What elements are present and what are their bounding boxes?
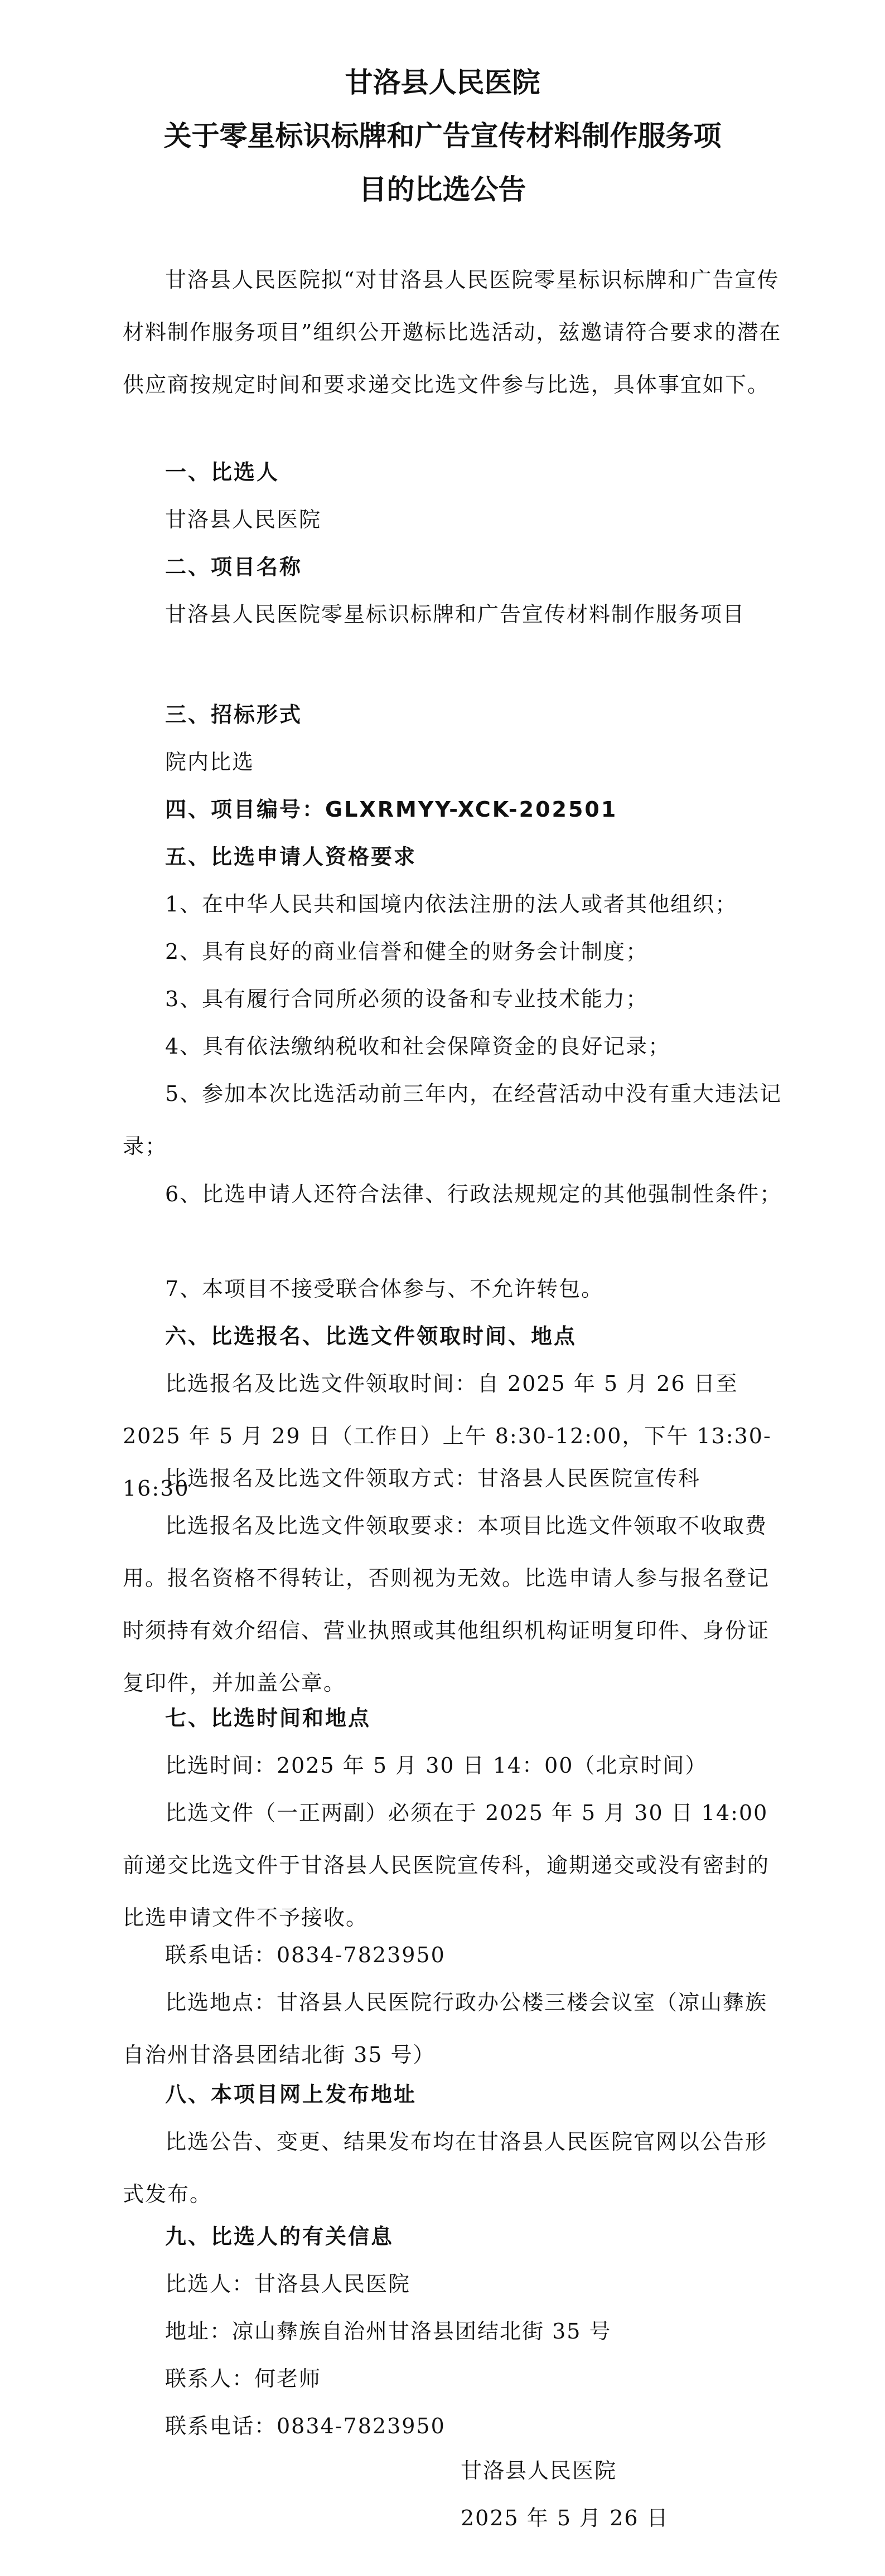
selector-phone: 联系电话：0834-7823950 (165, 2414, 446, 2438)
qualification-item: 1、在中华人民共和国境内依法注册的法人或者其他组织； (165, 892, 738, 916)
section-8-heading: 八、本项目网上发布地址 (165, 2082, 417, 2107)
section-7-heading: 七、比选时间和地点 (165, 1706, 371, 1730)
selector-address: 地址：凉山彝族自治州甘洛县团结北街 35 号 (165, 2319, 612, 2344)
section-4-heading: 四、项目编号：GLXRMYY-XCK-202501 (165, 797, 618, 822)
intro-paragraph: 甘洛县人民医院拟“对甘洛县人民医院零星标识标牌和广告宣传材料制作服务项目”组织公开邀标比选活动，兹邀请符合要求的潜在供应商按规定时间和要求递交比选文件参与比选，具体事宜如下。 (123, 268, 782, 397)
selection-place: 比选地点：甘洛县人民医院行政办公楼三楼会议室（凉山彝族自治州甘洛县团结北街 35 号） (123, 1990, 768, 2067)
page-title-line-1: 甘洛县人民医院 (345, 66, 540, 99)
page-title-line-3: 目的比选公告 (359, 173, 526, 206)
qualification-item: 7、本项目不接受联合体参与、不允许转包。 (165, 1277, 604, 1301)
contact-phone: 联系电话：0834-7823950 (165, 1943, 446, 1967)
page-title-line-2: 关于零星标识标牌和广告宣传材料制作服务项 (163, 119, 722, 152)
qualification-item: 5、参加本次比选活动前三年内，在经营活动中没有重大违法记录； (123, 1081, 782, 1158)
submission-requirement: 比选文件（一正两副）必须在于 2025 年 5 月 30 日 14:00 前递交比选文件于甘洛县人民医院宣传科，逾期递交或没有密封的比选申请文件不予接收。 (123, 1801, 770, 1930)
section-3-heading: 三、招标形式 (165, 702, 303, 727)
section-9-heading: 九、比选人的有关信息 (165, 2224, 394, 2249)
qualification-item: 6、比选申请人还符合法律、行政法规规定的其他强制性条件； (165, 1182, 782, 1206)
qualification-item: 3、具有履行合同所必须的设备和专业技术能力； (165, 987, 649, 1011)
registration-method: 比选报名及比选文件领取方式：甘洛县人民医院宣传科 (165, 1466, 701, 1491)
registration-requirement: 比选报名及比选文件领取要求：本项目比选文件领取不收取费用。报名资格不得转让，否则视为无效。比选申请人参与报名登记时须持有效介绍信、营业执照或其他组织机构证明复印件、身份证复印件，并加盖公章。 (123, 1513, 770, 1695)
section-5-heading: 五、比选申请人资格要求 (165, 845, 417, 869)
registration-time: 比选报名及比选文件领取时间：自 2025 年 5 月 26 日至 2025 年 5 月 29 日（工作日）上午 8:30-12:00，下午 13:30- 16:30 (123, 1371, 772, 1501)
section-1-heading: 一、比选人 (165, 460, 280, 484)
section-1-body: 甘洛县人民医院 (165, 507, 322, 532)
selection-time: 比选时间：2025 年 5 月 30 日 14：00（北京时间） (165, 1753, 708, 1778)
section-2-body: 甘洛县人民医院零星标识标牌和广告宣传材料制作服务项目 (165, 602, 746, 627)
publication-info: 比选公告、变更、结果发布均在甘洛县人民医院官网以公告形式发布。 (123, 2129, 768, 2206)
selector-name: 比选人：甘洛县人民医院 (165, 2272, 411, 2296)
contact-person: 联系人：何老师 (165, 2366, 322, 2391)
qualification-item: 4、具有依法缴纳税收和社会保障资金的良好记录； (165, 1034, 671, 1059)
section-2-heading: 二、项目名称 (165, 555, 303, 579)
qualification-item: 2、具有良好的商业信誉和健全的财务会计制度； (165, 939, 649, 964)
signature-organization: 甘洛县人民医院 (461, 2458, 617, 2483)
section-3-body: 院内比选 (165, 750, 255, 774)
signature-date: 2025 年 5 月 26 日 (461, 2506, 669, 2530)
section-6-heading: 六、比选报名、比选文件领取时间、地点 (165, 1324, 577, 1348)
